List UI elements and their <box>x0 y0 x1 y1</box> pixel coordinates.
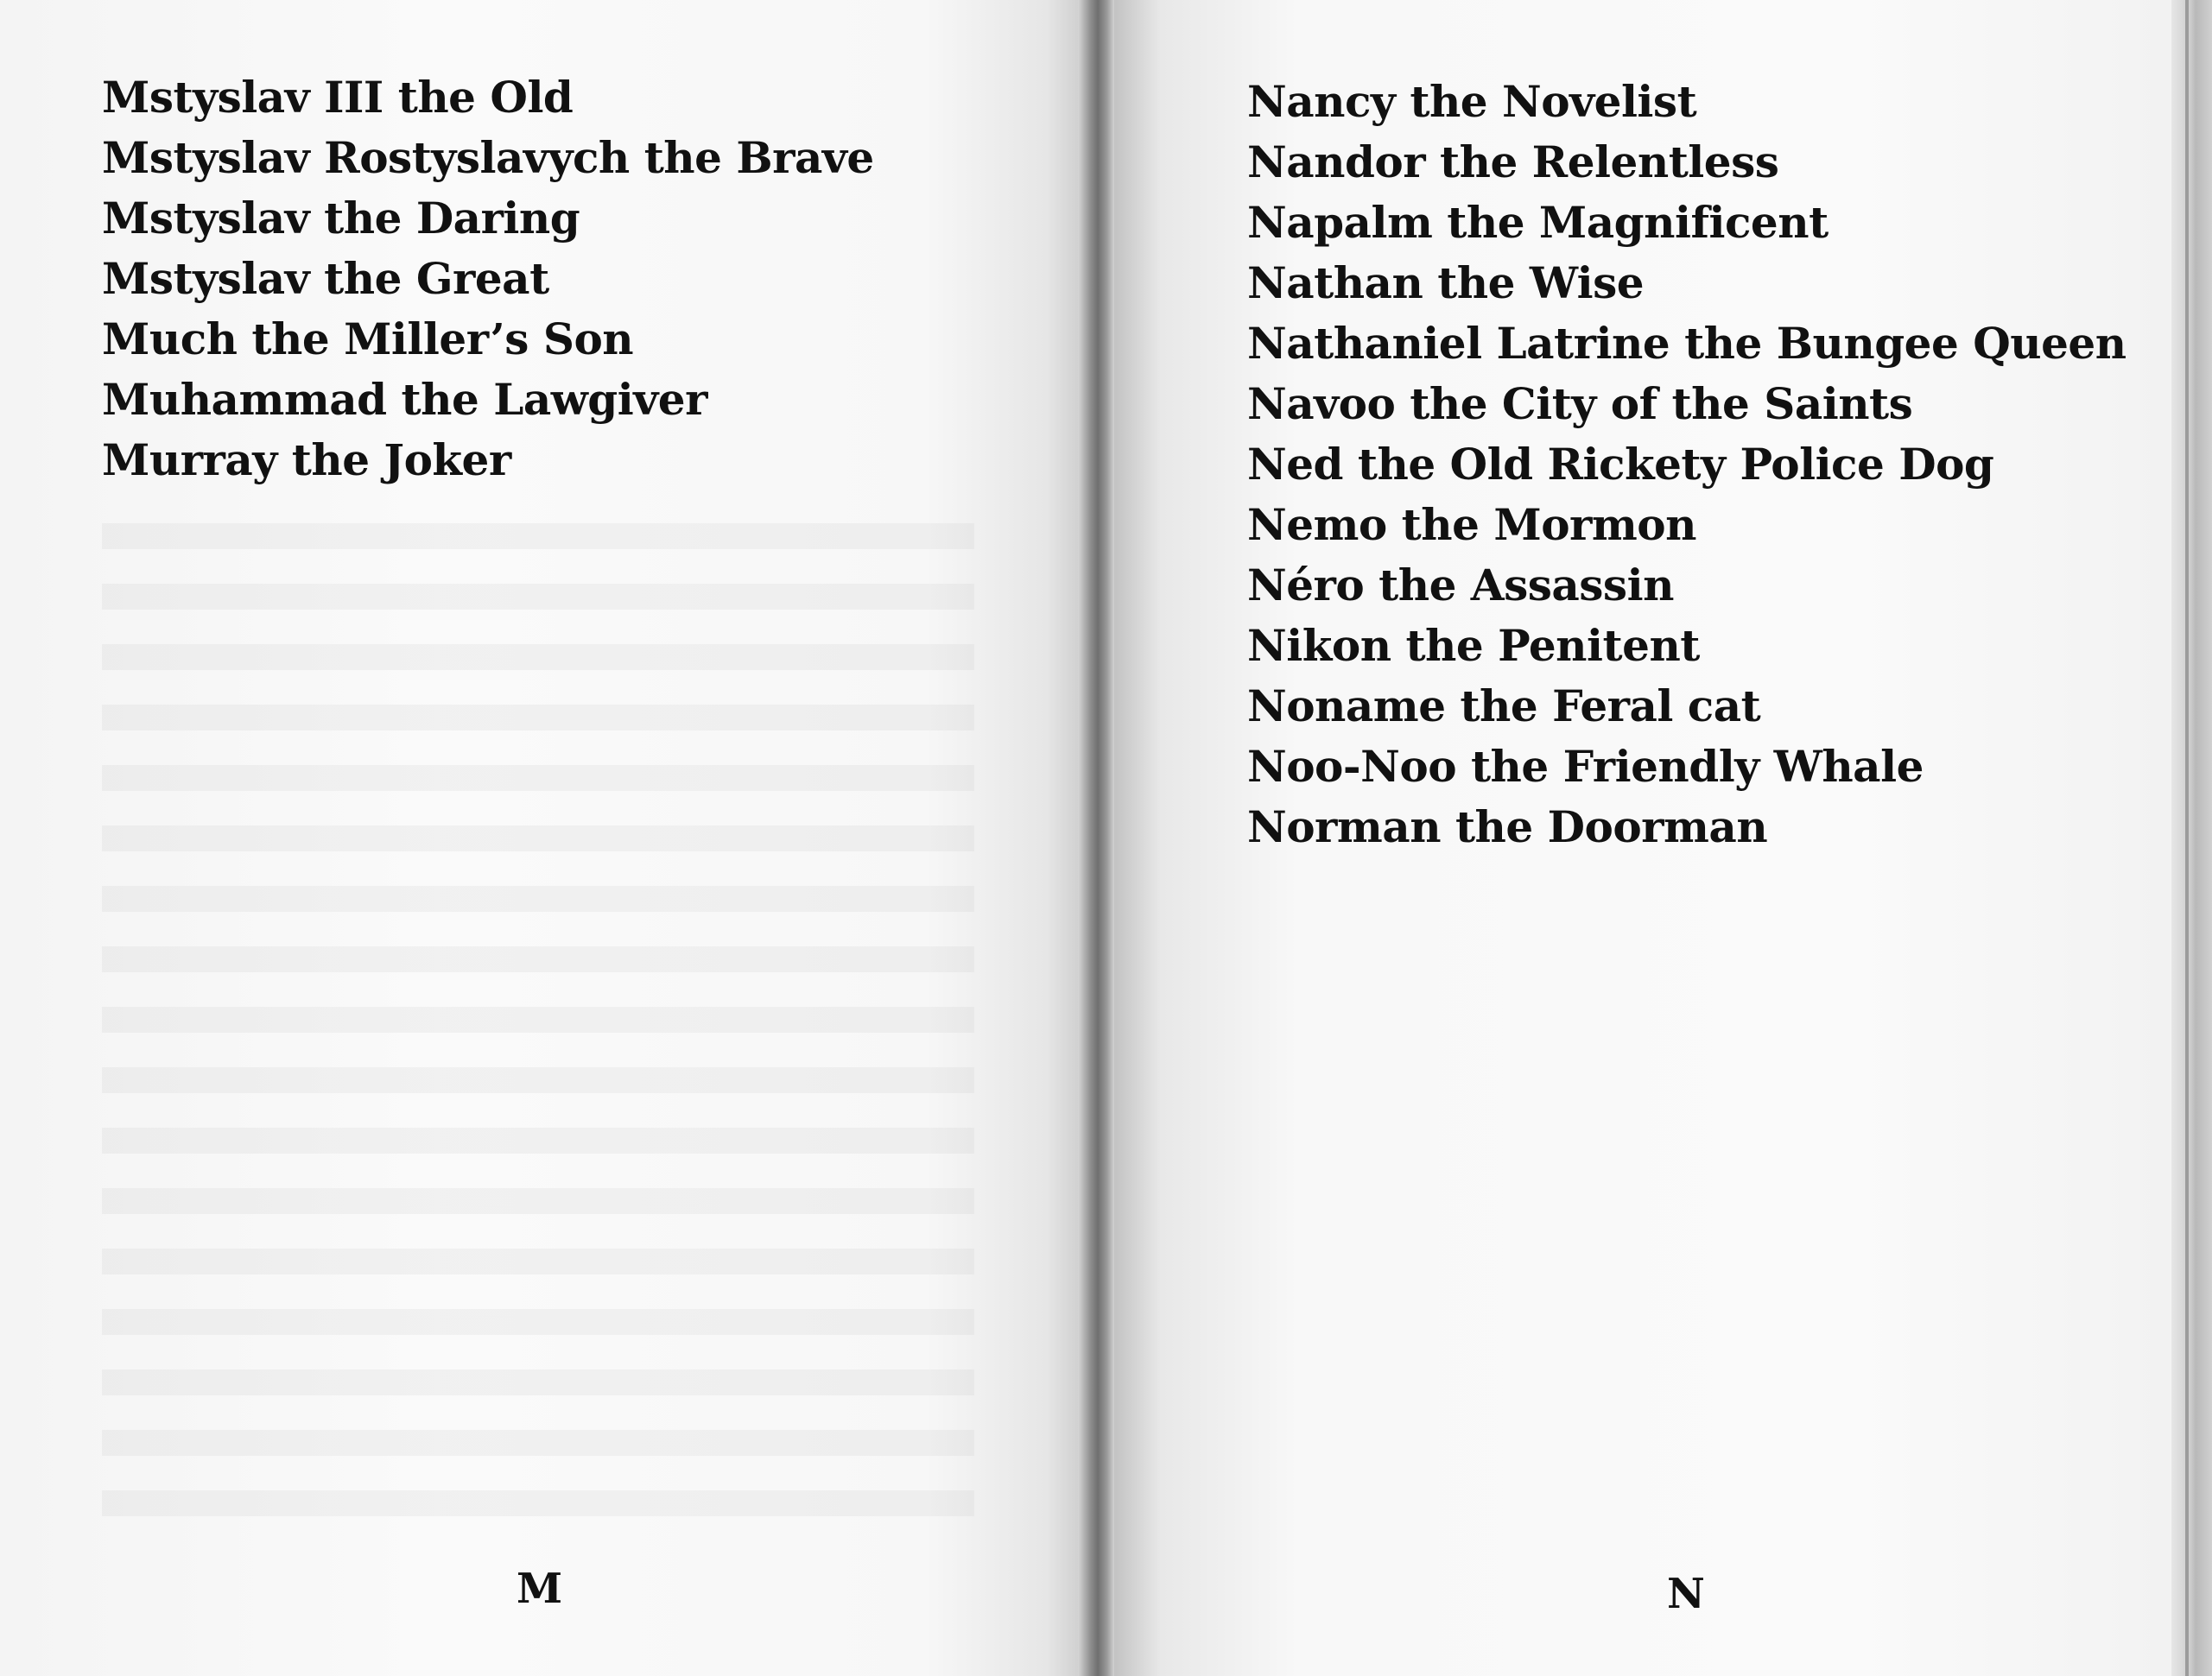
list-item: Napalm the Magnificent <box>1247 197 1829 248</box>
name-list-n <box>1247 72 2126 857</box>
name-list-m <box>102 67 874 490</box>
list-item: Norman the Doorman <box>1247 801 1768 852</box>
page-edge <box>2171 0 2212 1676</box>
list-item: Nancy the Novelist <box>1247 76 1697 127</box>
list-item: Noo-Noo the Friendly Whale <box>1247 741 1924 792</box>
book-gutter <box>1078 0 1114 1676</box>
list-item: Nathan the Wise <box>1247 257 1645 308</box>
list-item: Navoo the City of the Saints <box>1247 378 1913 429</box>
list-item: Ned the Old Rickety Police Dog <box>1247 439 1994 490</box>
list-item: Mstyslav the Daring <box>102 193 580 243</box>
page-edge-line <box>2185 0 2189 1676</box>
list-item: Murray the Joker <box>102 434 511 485</box>
list-item: Nathaniel Latrine the Bungee Queen <box>1247 318 2126 369</box>
list-item: Mstyslav the Great <box>102 253 549 304</box>
show-through-text <box>102 501 974 1520</box>
list-item: Mstyslav III the Old <box>102 72 574 123</box>
list-item: Mstyslav Rostyslavych the Brave <box>102 132 874 183</box>
list-item: Much the Miller’s Son <box>102 313 634 364</box>
list-item: Néro the Assassin <box>1247 560 1674 610</box>
list-item: Nikon the Penitent <box>1247 620 1700 671</box>
list-item: Noname the Feral cat <box>1247 680 1761 731</box>
list-item: Nemo the Mormon <box>1247 499 1696 550</box>
list-item: Nandor the Relentless <box>1247 136 1779 187</box>
section-letter-n: N <box>1667 1570 1705 1618</box>
section-letter-m: M <box>517 1565 563 1613</box>
list-item: Muhammad the Lawgiver <box>102 374 707 425</box>
